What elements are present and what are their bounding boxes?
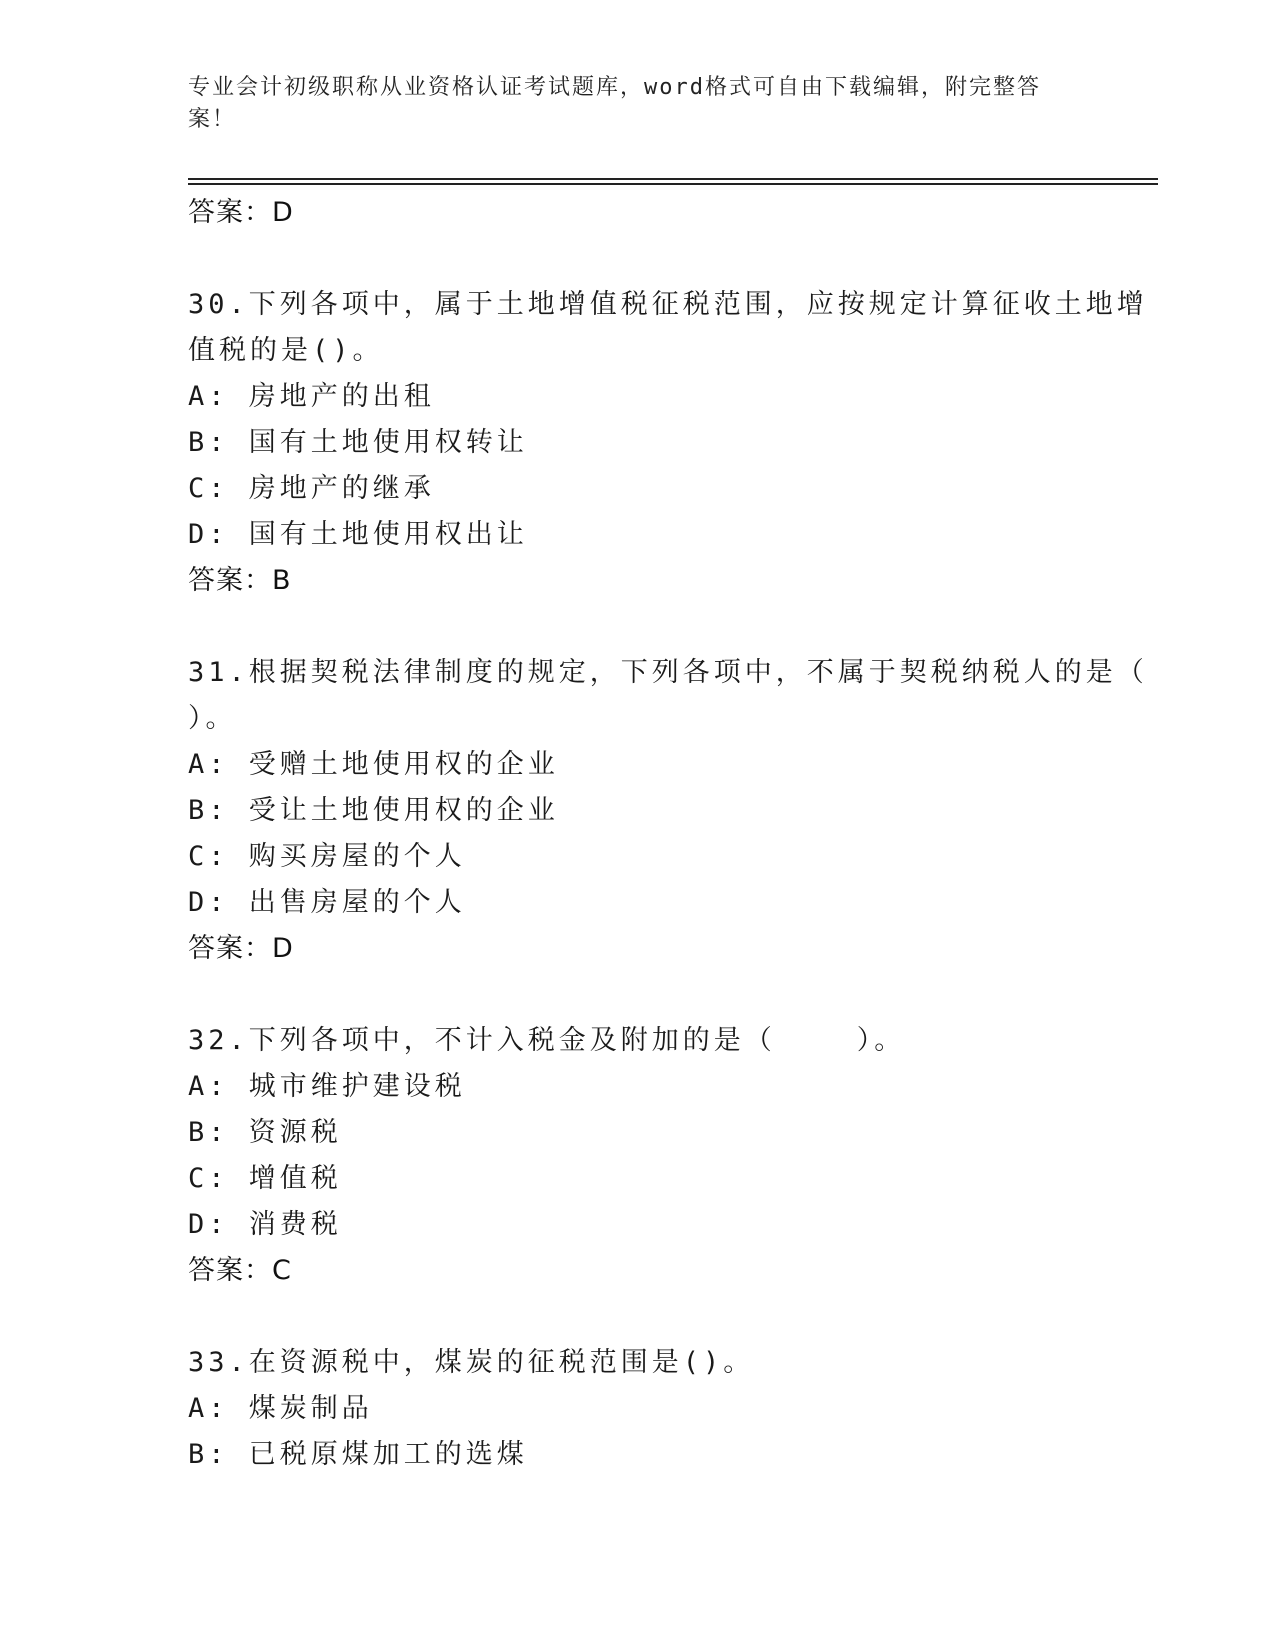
- option-c: C: 增值税: [188, 1163, 342, 1194]
- question-31: [188, 650, 1148, 972]
- spacer: [188, 604, 1088, 650]
- option-b: B: 已税原煤加工的选煤: [188, 1439, 528, 1470]
- document-header: [188, 72, 1078, 136]
- answer-29: 答案：D: [188, 197, 294, 228]
- option-b: B: 受让土地使用权的企业: [188, 795, 559, 826]
- answer-30: 答案：B: [188, 565, 292, 596]
- option-a: A: 城市维护建设税: [188, 1071, 466, 1102]
- option-c: C: 购买房屋的个人: [188, 841, 466, 872]
- question-list: [188, 190, 1148, 1478]
- header-line-1: 专业会计初级职称从业资格认证考试题库，word格式可自由下载编辑，附完整答: [188, 75, 1041, 100]
- question-30: [188, 282, 1148, 604]
- answer-31: 答案：D: [188, 933, 294, 964]
- question-text-line: ）。: [188, 703, 237, 734]
- spacer: [188, 236, 1088, 282]
- option-c: C: 房地产的继承: [188, 473, 435, 504]
- question-text-line: 31.根据契税法律制度的规定，下列各项中，不属于契税纳税人的是（: [188, 657, 1148, 688]
- question-32: [188, 1018, 1088, 1294]
- header-rule-bottom: [188, 183, 1158, 185]
- question-33: [188, 1340, 1088, 1478]
- question-text-line: 32.下列各项中，不计入税金及附加的是（ ）。: [188, 1025, 906, 1056]
- question-text-line: 33.在资源税中，煤炭的征税范围是()。: [188, 1347, 755, 1378]
- question-text-line: 30.下列各项中，属于土地增值税征税范围，应按规定计算征收土地增: [188, 289, 1148, 320]
- option-b: B: 资源税: [188, 1117, 342, 1148]
- spacer: [188, 1294, 1088, 1340]
- header-line-2: 案！: [188, 107, 237, 132]
- option-a: A: 煤炭制品: [188, 1393, 373, 1424]
- option-d: D: 出售房屋的个人: [188, 887, 466, 918]
- spacer: [188, 972, 1088, 1018]
- question-text-line: 值税的是()。: [188, 335, 384, 366]
- option-a: A: 房地产的出租: [188, 381, 435, 412]
- answer-32: 答案：C: [188, 1255, 292, 1286]
- option-d: D: 消费税: [188, 1209, 342, 1240]
- header-rule-top: [188, 178, 1158, 180]
- option-a: A: 受赠土地使用权的企业: [188, 749, 559, 780]
- option-d: D: 国有土地使用权出让: [188, 519, 528, 550]
- option-b: B: 国有土地使用权转让: [188, 427, 528, 458]
